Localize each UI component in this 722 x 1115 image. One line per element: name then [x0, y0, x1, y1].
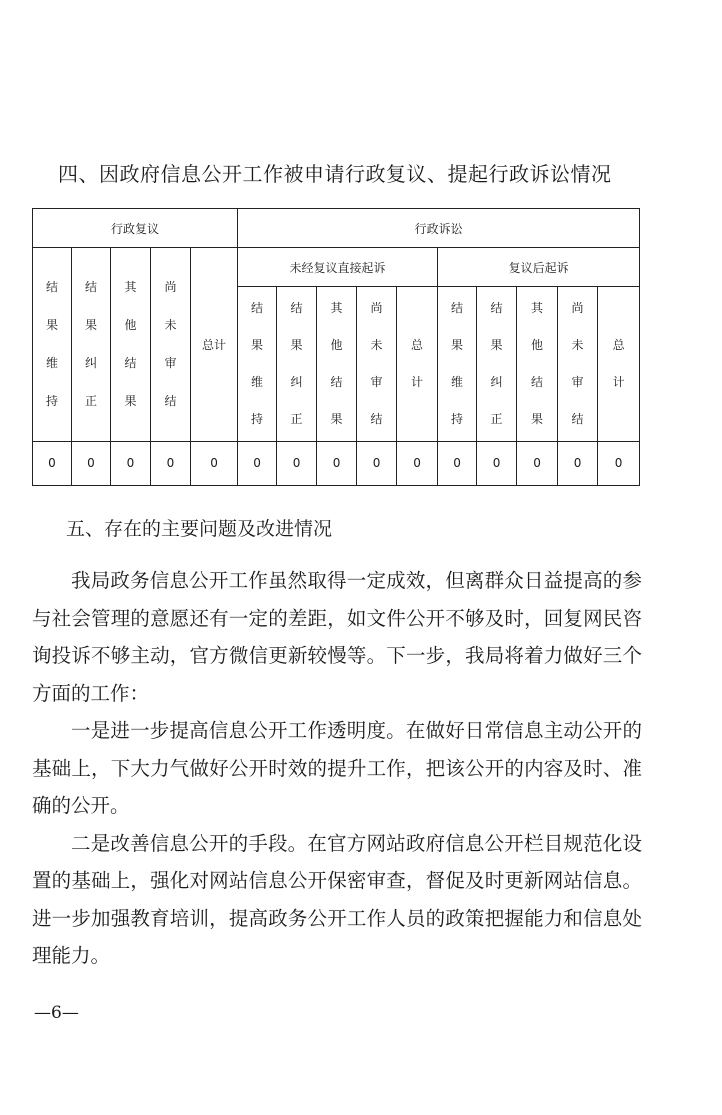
header-char: 持 — [251, 412, 264, 427]
value-cell: 0 — [477, 441, 517, 485]
paragraph: 我局政务信息公开工作虽然取得一定成效，但离群众日益提高的参与社会管理的意愿还有一定的差距，如文件公开不够及时，回复网民咨询投诉不够主动，官方微信更新较慢等。下一步，我局将着力做好三个方面的工作： — [32, 569, 642, 705]
header-char: 维 — [451, 375, 464, 390]
header-char: 其 — [531, 301, 544, 316]
header-char: 结 — [571, 412, 584, 427]
header-char: 结 — [84, 280, 97, 295]
header-char: 结 — [330, 375, 343, 390]
page-number: —6— — [34, 1003, 79, 1023]
value-cell: 0 — [238, 441, 277, 485]
admin-litigation-header: 行政诉讼 — [238, 209, 640, 248]
after-review-suit-header: 复议后起诉 — [438, 248, 640, 287]
body-text — [32, 562, 642, 975]
header-char: 结 — [290, 301, 303, 316]
after-col-corrected — [477, 287, 517, 442]
value-cell: 0 — [598, 441, 640, 485]
header-char: 其 — [124, 280, 137, 295]
header-char: 结 — [370, 412, 383, 427]
header-char: 结 — [490, 301, 503, 316]
section-4-heading: 四、因政府信息公开工作被申请行政复议、提起行政诉讼情况 — [58, 162, 612, 186]
header-char: 未 — [164, 318, 177, 333]
header-char: 尚 — [164, 280, 177, 295]
header-char: 尚 — [571, 301, 584, 316]
value-cell: 0 — [111, 441, 151, 485]
value-cell: 0 — [33, 441, 72, 485]
header-char: 审 — [571, 375, 584, 390]
header-char: 未 — [370, 338, 383, 353]
after-col-upheld — [438, 287, 477, 442]
header-char: 果 — [45, 318, 58, 333]
header-char: 持 — [451, 412, 464, 427]
direct-col-pending — [357, 287, 397, 442]
header-char: 结 — [251, 301, 264, 316]
value-cell: 0 — [558, 441, 598, 485]
header-char: 审 — [164, 356, 177, 371]
value-cell: 0 — [151, 441, 191, 485]
value-cell: 0 — [357, 441, 397, 485]
review-litigation-table — [32, 208, 640, 486]
header-char: 总 — [411, 338, 424, 353]
header-char: 他 — [531, 338, 544, 353]
value-cell: 0 — [191, 441, 238, 485]
header-char: 纠 — [490, 375, 503, 390]
header-char: 结 — [451, 301, 464, 316]
after-col-total — [598, 287, 640, 442]
header-char: 结 — [45, 280, 58, 295]
direct-col-upheld — [238, 287, 277, 442]
header-char: 果 — [290, 338, 303, 353]
header-char: 尚 — [370, 301, 383, 316]
header-char: 维 — [251, 375, 264, 390]
header-char: 果 — [531, 412, 544, 427]
header-char: 计 — [411, 375, 424, 390]
paragraph: 二是改善信息公开的手段。在官方网站政府信息公开栏目规范化设置的基础上，强化对网站信息公开保密审查，督促及时更新网站信息。进一步加强教育培训，提高政务公开工作人员的政策把握能力和信息处理能力。 — [32, 831, 642, 967]
review-col-upheld — [33, 248, 72, 442]
review-col-corrected — [72, 248, 111, 442]
value-cell: 0 — [277, 441, 317, 485]
after-col-pending — [558, 287, 598, 442]
value-cell: 0 — [438, 441, 477, 485]
header-char: 持 — [45, 394, 58, 409]
header-char: 结 — [531, 375, 544, 390]
header-char: 果 — [251, 338, 264, 353]
header-char: 未 — [571, 338, 584, 353]
header-char: 果 — [124, 394, 137, 409]
value-cell: 0 — [517, 441, 558, 485]
review-col-pending — [151, 248, 191, 442]
header-char: 果 — [330, 412, 343, 427]
header-char: 纠 — [290, 375, 303, 390]
header-char: 果 — [84, 318, 97, 333]
header-char: 结 — [124, 356, 137, 371]
header-char: 正 — [290, 412, 303, 427]
admin-review-header: 行政复议 — [33, 209, 238, 248]
value-cell: 0 — [317, 441, 357, 485]
header-char: 果 — [451, 338, 464, 353]
header-char: 正 — [490, 412, 503, 427]
header-char: 果 — [490, 338, 503, 353]
header-char: 审 — [370, 375, 383, 390]
review-col-other — [111, 248, 151, 442]
header-char: 总 — [612, 338, 625, 353]
header-char: 正 — [84, 394, 97, 409]
direct-col-other — [317, 287, 357, 442]
header-char: 他 — [124, 318, 137, 333]
header-char: 结 — [164, 394, 177, 409]
paragraph: 一是进一步提高信息公开工作透明度。在做好日常信息主动公开的基础上，下大力气做好公开时效的提升工作，把该公开的内容及时、准确的公开。 — [32, 719, 642, 817]
value-cell: 0 — [72, 441, 111, 485]
direct-col-total — [397, 287, 438, 442]
header-char: 纠 — [84, 356, 97, 371]
direct-col-corrected — [277, 287, 317, 442]
header-char: 其 — [330, 301, 343, 316]
after-col-other — [517, 287, 558, 442]
section-5-heading: 五、存在的主要问题及改进情况 — [66, 518, 333, 540]
header-char: 他 — [330, 338, 343, 353]
header-char: 计 — [612, 375, 625, 390]
value-cell: 0 — [397, 441, 438, 485]
header-char: 维 — [45, 356, 58, 371]
direct-suit-header: 未经复议直接起诉 — [238, 248, 438, 287]
review-col-total: 总计 — [191, 248, 238, 442]
